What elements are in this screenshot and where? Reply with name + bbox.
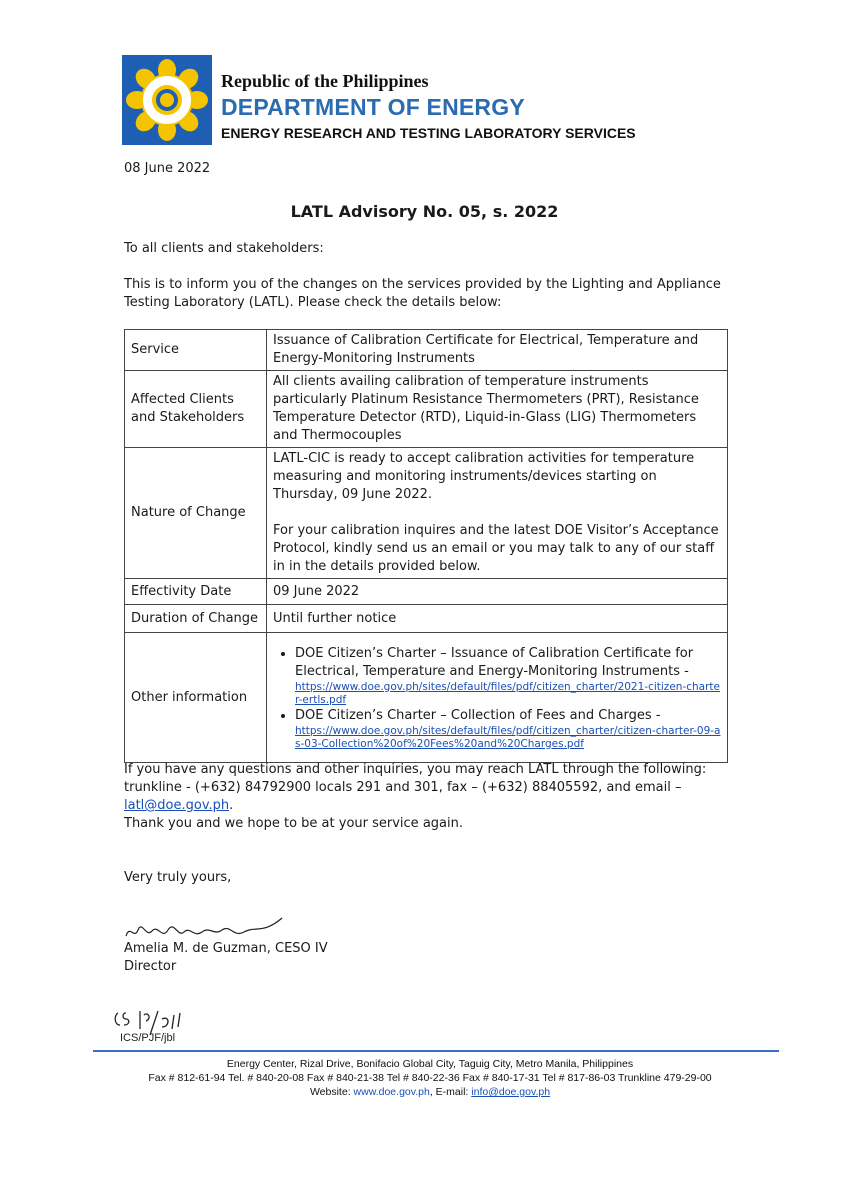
advisory-title: LATL Advisory No. 05, s. 2022 (290, 202, 559, 221)
latl-email-link[interactable]: latl@doe.gov.ph (124, 798, 230, 813)
table-row (125, 605, 728, 633)
inquiry-text: If you have any questions and other inquiries, you may reach LATL through the following: trunkline - (+632) 84792900 locals 291 and 301, fax – (+632) 88405592, and email – (124, 762, 707, 795)
email-link[interactable]: info@doe.gov.ph (471, 1086, 551, 1098)
email-label: , E-mail: (429, 1086, 469, 1098)
salutation: To all clients and stakeholders: (124, 241, 324, 256)
table-row (125, 448, 728, 579)
table-row (125, 579, 728, 605)
letter-date: 08 June 2022 (124, 161, 211, 176)
department-heading: DEPARTMENT OF ENERGY (221, 94, 525, 120)
citizen-charter-link-2[interactable]: https://www.doe.gov.ph/sites/default/files/pdf/citizen_charter/citizen-charter-09-as-03-Collection%20of%20Fees%20and%20Charges.pdf (295, 724, 721, 750)
row-value-nature (267, 448, 728, 579)
row-label-other: Other information (125, 633, 267, 763)
row-value-other (267, 633, 728, 763)
row-label-duration: Duration of Change (125, 605, 267, 633)
row-label-effectivity: Effectivity Date (125, 579, 267, 605)
row-label-affected: Affected Clients and Stakeholders (125, 371, 267, 448)
website-link[interactable]: www.doe.gov.ph (353, 1086, 430, 1098)
table-row (125, 330, 728, 371)
table-row (125, 633, 728, 763)
row-value-service: Issuance of Calibration Certificate for Electrical, Temperature and Energy-Monitoring Instruments (267, 330, 728, 371)
inquiry-end: . (229, 798, 234, 813)
signatory-title: Director (124, 959, 177, 974)
nature-paragraph-2: For your calibration inquires and the latest DOE Visitor’s Acceptance Protocol, kindly send us an email or you may talk to any of our staff in in the details provided below. (273, 523, 719, 574)
nature-paragraph-1: LATL-CIC is ready to accept calibration activities for temperature measuring and monitoring instruments/devices starting on Thursday, 09 June 2022. (273, 451, 695, 502)
list-item (295, 707, 721, 751)
division-heading: ENERGY RESEARCH AND TESTING LABORATORY SERVICES (221, 125, 636, 141)
thanks-paragraph: Thank you and we hope to be at your service again. (124, 816, 463, 831)
footer-divider (93, 1050, 779, 1052)
other-info-text: • DOE Citizen’s Charter – Issuance of Calibration Certificate for Electrical, Temperature and Energy-Monitoring Instruments - (295, 645, 694, 679)
advisory-details-table (124, 329, 728, 763)
other-info-text: • DOE Citizen’s Charter – Collection of Fees and Charges - (295, 707, 661, 723)
initials-stamp (100, 1005, 195, 1045)
signatory-name: Amelia M. de Guzman, CESO IV (124, 941, 328, 956)
row-value-duration: Until further notice (267, 605, 728, 633)
row-label-service: Service (125, 330, 267, 371)
list-item (295, 645, 721, 707)
table-row (125, 371, 728, 448)
doe-seal-logo (122, 55, 212, 145)
footer-web-email (120, 1086, 740, 1099)
row-value-effectivity: 09 June 2022 (267, 579, 728, 605)
row-label-nature: Nature of Change (125, 448, 267, 579)
closing-line: Very truly yours, (124, 870, 232, 885)
inquiry-paragraph (124, 761, 734, 815)
citizen-charter-link-1[interactable]: https://www.doe.gov.ph/sites/default/files/pdf/citizen_charter/2021-citizen-charter-ertls.pdf (295, 680, 720, 706)
row-value-affected: All clients availing calibration of temperature instruments particularly Platinum Resistance Thermometers (PRT), Resistance Temperature Detector (RTD), Liquid-in-Glass (LIG) Thermometers and Thermocouples (267, 371, 728, 448)
footer-address: Energy Center, Rizal Drive, Bonifacio Global City, Taguig City, Metro Manila, Philippines (226, 1058, 634, 1070)
intro-paragraph: This is to inform you of the changes on the services provided by the Lighting and Appliance Testing Laboratory (LATL). Please check the details below: (124, 277, 721, 310)
other-info-list (273, 645, 721, 751)
republic-heading: Republic of the Philippines (221, 71, 429, 91)
footer-phone-fax: Fax # 812-61-94 Tel. # 840-20-08 Fax # 840-21-38 Tel # 840-22-36 Fax # 840-17-31 Tel # 817-86-03 Trunkline 479-29-00 (148, 1072, 712, 1084)
website-label: Website: (309, 1086, 351, 1098)
initials-text: ICS/PJF/jbl (120, 1032, 176, 1044)
